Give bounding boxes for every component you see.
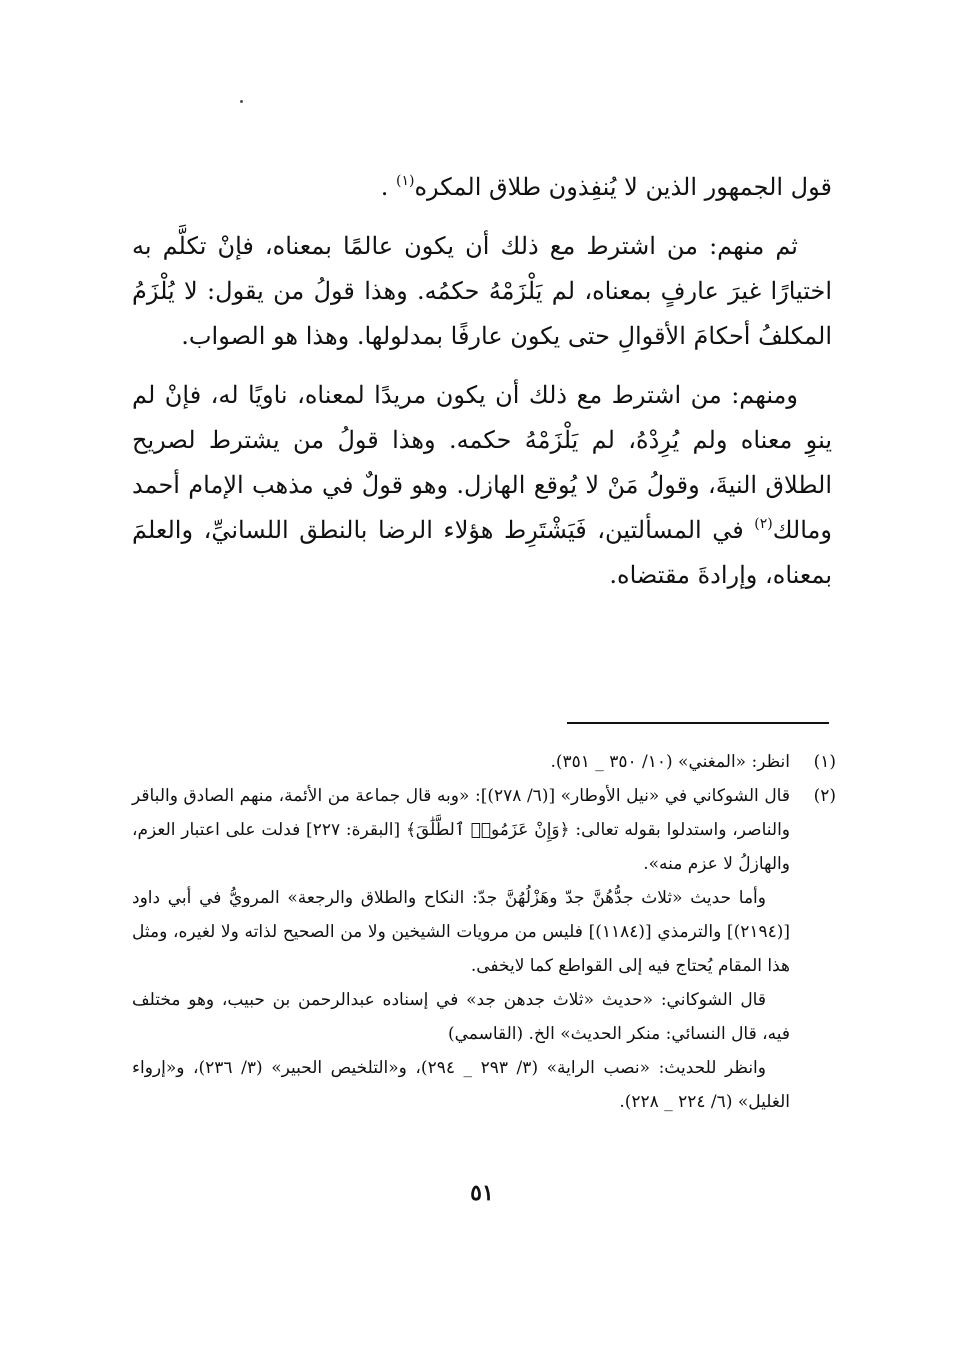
footnote-1	[132, 745, 836, 779]
paragraph-1-text: قول الجمهور الذين لا يُنفِذون طلاق المكره	[414, 173, 832, 201]
footnote-body	[132, 745, 790, 779]
paragraph-3	[132, 373, 832, 598]
footnote-text: قال الشوكاني في «نيل الأوطار» [(٦/ ٢٧٨)]: «وبه قال جماعة من الأئمة، منهم الصادق والباقر والناصر، واستدلوا بقوله تعالى: ﴿وَإِنْ عَزَمُوا۟ ٱلطَّلَٰقَ﴾ [البقرة: ٢٢٧] فدلت على اعتبار العزم، والهازلُ لا عزم منه».	[132, 786, 790, 874]
footnote-ref-1[interactable]: (١)	[395, 173, 415, 189]
main-text	[132, 165, 832, 598]
paragraph-1-tail: .	[380, 173, 396, 201]
footnote-2	[132, 779, 836, 1119]
footnote-number: (٢)	[813, 786, 836, 806]
footnote-separator	[567, 722, 829, 724]
footnote-text: وانظر للحديث: «نصب الراية» (٣/ ٢٩٣ _ ٢٩٤)، و«التلخيص الحبير» (٣/ ٢٣٦)، و«إرواء الغليل» (٦/ ٢٢٤ _ ٢٢٨).	[132, 1058, 790, 1112]
footnote-text: انظر: «المغني» (١٠/ ٣٥٠ _ ٣٥١).	[550, 752, 790, 772]
footnote-number: (١)	[813, 752, 836, 772]
footnotes	[132, 745, 836, 1119]
footnote-ref-2[interactable]: (٢)	[754, 516, 773, 532]
scan-speck	[240, 100, 243, 103]
footnote-text: قال الشوكاني: «حديث «ثلاث جدهن جد» في إسناده عبدالرحمن بن حبيب، وهو مختلف فيه، قال النسائي: منكر الحديث» الخ. (القاسمي)	[132, 990, 790, 1044]
paragraph-1	[132, 165, 832, 210]
footnote-body	[132, 779, 790, 1119]
footnote-text: وأما حديث «ثلاث جدُّهُنَّ جدّ وهَزْلُهُنَّ جدّ: النكاح والطلاق والرجعة» المرويُّ في أبي داود [(٢١٩٤)] والترمذي [(١١٨٤)] فليس من مرويات الشيخين ولا من الصحيح لذاته ولا لغيره، ومثل هذا المقام يُحتاج فيه إلى القواطع كما لايخفى.	[132, 888, 790, 976]
page-number: ٥١	[470, 1180, 494, 1206]
paragraph-2: ثم منهم: من اشترط مع ذلك أن يكون عالمًا بمعناه، فإنْ تكلَّم به اختيارًا غيرَ عارفٍ بمعناه، لم يَلْزَمْهُ حكمُه. وهذا قولُ من يقول: لا يُلْزَمُ المكلفُ أحكامَ الأقوالِ حتى يكون عارفًا بمدلولها. وهذا هو الصواب.	[132, 232, 832, 350]
paragraph-3-text-before: ومنهم: من اشترط مع ذلك أن يكون مريدًا لمعناه، ناويًا له، فإنْ لم ينوِ معناه ولم يُرِدْهُ، لم يَلْزَمْهُ حكمه. وهذا قولُ من يشترط لصريح الطلاق النيةَ، وقولُ مَنْ لا يُوقع الهازل. وهو قولٌ في مذهب الإمام أحمد ومالك	[132, 381, 832, 544]
paragraph-3-text-after: في المسألتين، فَيَشْتَرِط هؤلاء الرضا بالنطق اللسانيِّ، والعلمَ بمعناه، وإرادةَ مقتضاه.	[132, 516, 832, 589]
